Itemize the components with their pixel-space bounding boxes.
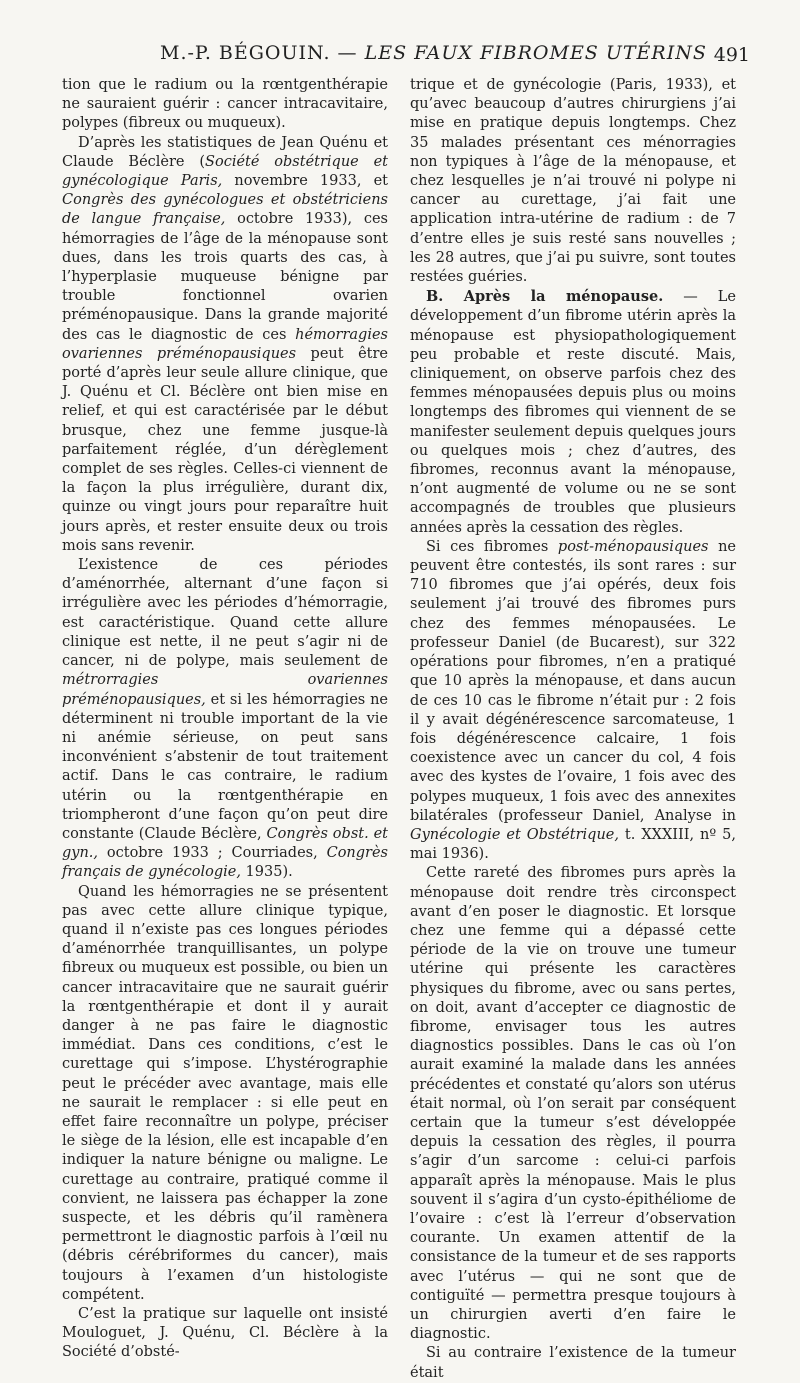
text-run: octobre 1933 ; Courriades, (98, 845, 327, 862)
paragraph (410, 287, 736, 538)
text-run: trique et de gynécologie (Paris, 1933), et qu’avec beaucoup d’autres chirurgiens j’ai mise en pratique depuis longtemps. Chez 35 malades présentant ces ménorragies non typiques à l’âge de la ménopause, et chez lesquelles je n’ai trouvé ni polype ni cancer au curettage, j’ai fait une application intra-utérine de radium : de 7 d’entre elles je suis resté sans nouvelles ; les 28 autres, que j’ai pu suivre, sont toutes restées guéries. (410, 77, 736, 286)
text-run: Si ces fibromes (426, 538, 558, 555)
emphasis: métrorragies ovariennes préménopausiques, (62, 672, 388, 708)
text-run: Quand les hémorragies ne se présentent pas avec cette allure clinique typique, quand il n’existe pas ces longues périodes d’aménorrhée tranquillisantes, un polype fibreux ou muqueux est possible, ou bien un cancer intracavitaire que ne saurait guérir la rœntgenthérapie et dont il y aurait danger à ne pas faire le diagnostic immédiat. Dans ces conditions, c’est le curettage qui s’impose. L’hystérographie peut le précéder avec avantage, mais elle ne saurait le remplacer : si elle peut en effet faire reconnaître un polype, préciser le siège de la lésion, elle est incapable d’en indiquer la nature bénigne ou maligne. Le curettage au contraire, pratiqué comme il convient, ne laissera pas échapper la zone suspecte, et les débris qu’il ramènera permettront le diagnostic parfois à l’œil nu (débris cérébriformes du cancer), mais toujours à l’examen d’un histologiste compétent. (62, 883, 388, 1303)
citation: Société obstétrique et gynécologique Paris, (62, 153, 389, 190)
right-column (410, 76, 736, 1383)
paragraph (62, 76, 388, 134)
header-dash: — (330, 42, 365, 64)
paragraph (410, 76, 736, 287)
citation: Congrès français de gynécologie, (62, 845, 388, 881)
header-author: M.-P. BÉGOUIN. (160, 42, 331, 64)
text-run: Si au contraire l’existence de la tumeur était (410, 1345, 736, 1381)
text-run: tion que le radium ou la rœntgenthérapie ne sauraient guérir : cancer intracavitaire, polypes (fibreux ou muqueux). (62, 77, 388, 132)
paragraph (62, 883, 388, 1305)
header-subtitle: LES FAUX FIBROMES UTÉRINS (364, 42, 707, 64)
citation: Congrès des gynécologues et obstétriciens de langue française, (62, 192, 388, 228)
text-run: ne peuvent être contestés, ils sont rares : sur 710 fibromes que j’ai opérés, deux fois seulement j’ai trouvé des fibromes purs chez des femmes ménopausées. Le professeur Daniel (de Bucarest), sur 322 opérations pour fibromes, n’en a pratiqué que 10 après la ménopause, et dans aucun de ces 10 cas le fibrome n’était pur : 2 fois il y avait dégénérescence sarcomateuse, 1 fois dégénérescence calcaire, 1 fois coexistence avec un cancer du col, 4 fois avec des kystes de l’ovaire, 1 fois avec des polypes muqueux, 1 fois avec des annexites bilatérales (professeur Daniel, Analyse in (410, 538, 737, 824)
text-run: octobre 1933), ces hémorragies de l’âge de la ménopause sont dues, dans les trois quarts des cas, à l’hyperplasie muqueuse bénigne par trouble fonctionnel ovarien préménopausique. Dans la grande majorité des cas le diagnostic de ces (62, 211, 388, 343)
text-run: D’après les statistiques de Jean Quénu et Claude Béclère ( (62, 134, 388, 170)
text-run: — Le développement d’un fibrome utérin après la ménopause est physiopathologiquement peu probable et reste discuté. Mais, cliniquement, on observe parfois chez des femmes ménopausées depuis plus ou moins longtemps des fibromes qui viennent de se manifester seulement depuis quelques jours ou quelques mois ; chez d’autres, des fibromes, reconnus avant la ménopause, n’ont augmenté de volume ou ne se sont accompagnés de troubles que plusieurs années après la cessation des règles. (410, 289, 736, 536)
text-run: C’est la pratique sur laquelle ont insisté Mouloguet, J. Quénu, Cl. Béclère à la Société d’obsté- (62, 1306, 388, 1361)
citation: Gynécologie et Obstétrique, (410, 826, 619, 843)
paragraph (62, 1305, 388, 1363)
running-header (60, 42, 750, 72)
citation: Congrès obst. et gyn., (62, 825, 389, 862)
emphasis: hémorragies ovariennes préménopausiques (62, 326, 388, 362)
text-run: peut être porté d’après leur seule allure clinique, que J. Quénu et Cl. Béclère ont bien mise en relief, et qui est caractérisée par le début brusque, chez une femme jusque-là parfaitement réglée, d’un dérèglement complet de ses règles. Celles-ci viennent de la façon la plus irrégulière, durant dix, quinze ou vingt jours pour reparaître huit jours après, et rester ensuite deux ou trois mois sans revenir. (62, 345, 388, 554)
paragraph (62, 556, 388, 882)
paragraph (410, 538, 736, 864)
text-run: novembre 1933, et (222, 173, 388, 190)
text-run: L’existence de ces périodes d’aménorrhée, alternant d’une façon si irrégulière avec les périodes d’hémorragie, est caractéristique. Quand cette allure clinique est nette, il ne peut s’agir ni de cancer, ni de polype, mais seulement de (62, 557, 388, 670)
section-heading: B. Après la ménopause. (426, 288, 664, 306)
paragraph (410, 864, 736, 1344)
text-run: et si les hémorragies ne déterminent ni trouble important de la vie ni anémie sérieuse, on peut sans inconvénient s’abstenir de tout traitement actif. Dans le cas contraire, le radium utérin ou la rœntgenthérapie en triompheront d’une façon qu’on peut dire constante (Claude Béclère, (62, 691, 388, 842)
running-title (160, 42, 707, 64)
left-column (62, 76, 388, 1363)
text-run: 1935). (240, 864, 293, 881)
text-run: t. XXXIII, nº 5, mai 1936). (410, 826, 736, 863)
emphasis: post-ménopausiques (557, 538, 709, 555)
paragraph (410, 1344, 736, 1382)
text-run: Cette rareté des fibromes purs après la ménopause doit rendre très circonspect avant d’en poser le diagnostic. Et lorsque chez une femme qui a dépassé cette période de la vie on trouve une tumeur utérine qui présente les caractères physiques du fibrome, avec ou sans pertes, on doit, avant d’accepter ce diagnostic de fibrome, envisager tous les autres diagnostics possibles. Dans le cas où l’on aurait examiné la malade dans les années précédentes et constaté qu’alors son utérus était normal, où l’on serait par conséquent certain que la tumeur s’est développée depuis la cessation des règles, il pourra s’agir d’un sarcome : celui-ci parfois apparaît après la ménopause. Mais le plus souvent il s’agira d’un cysto-épithéliome de l’ovaire : c’est là l’erreur d’observation courante. Un examen attentif de la consistance de la tumeur et de ses rapports avec l’utérus — qui ne sont que de contiguïté — permettra presque toujours à un chirurgien averti d’en faire le diagnostic. (410, 865, 736, 1343)
paragraph (62, 134, 388, 556)
page-number: 491 (713, 44, 750, 66)
